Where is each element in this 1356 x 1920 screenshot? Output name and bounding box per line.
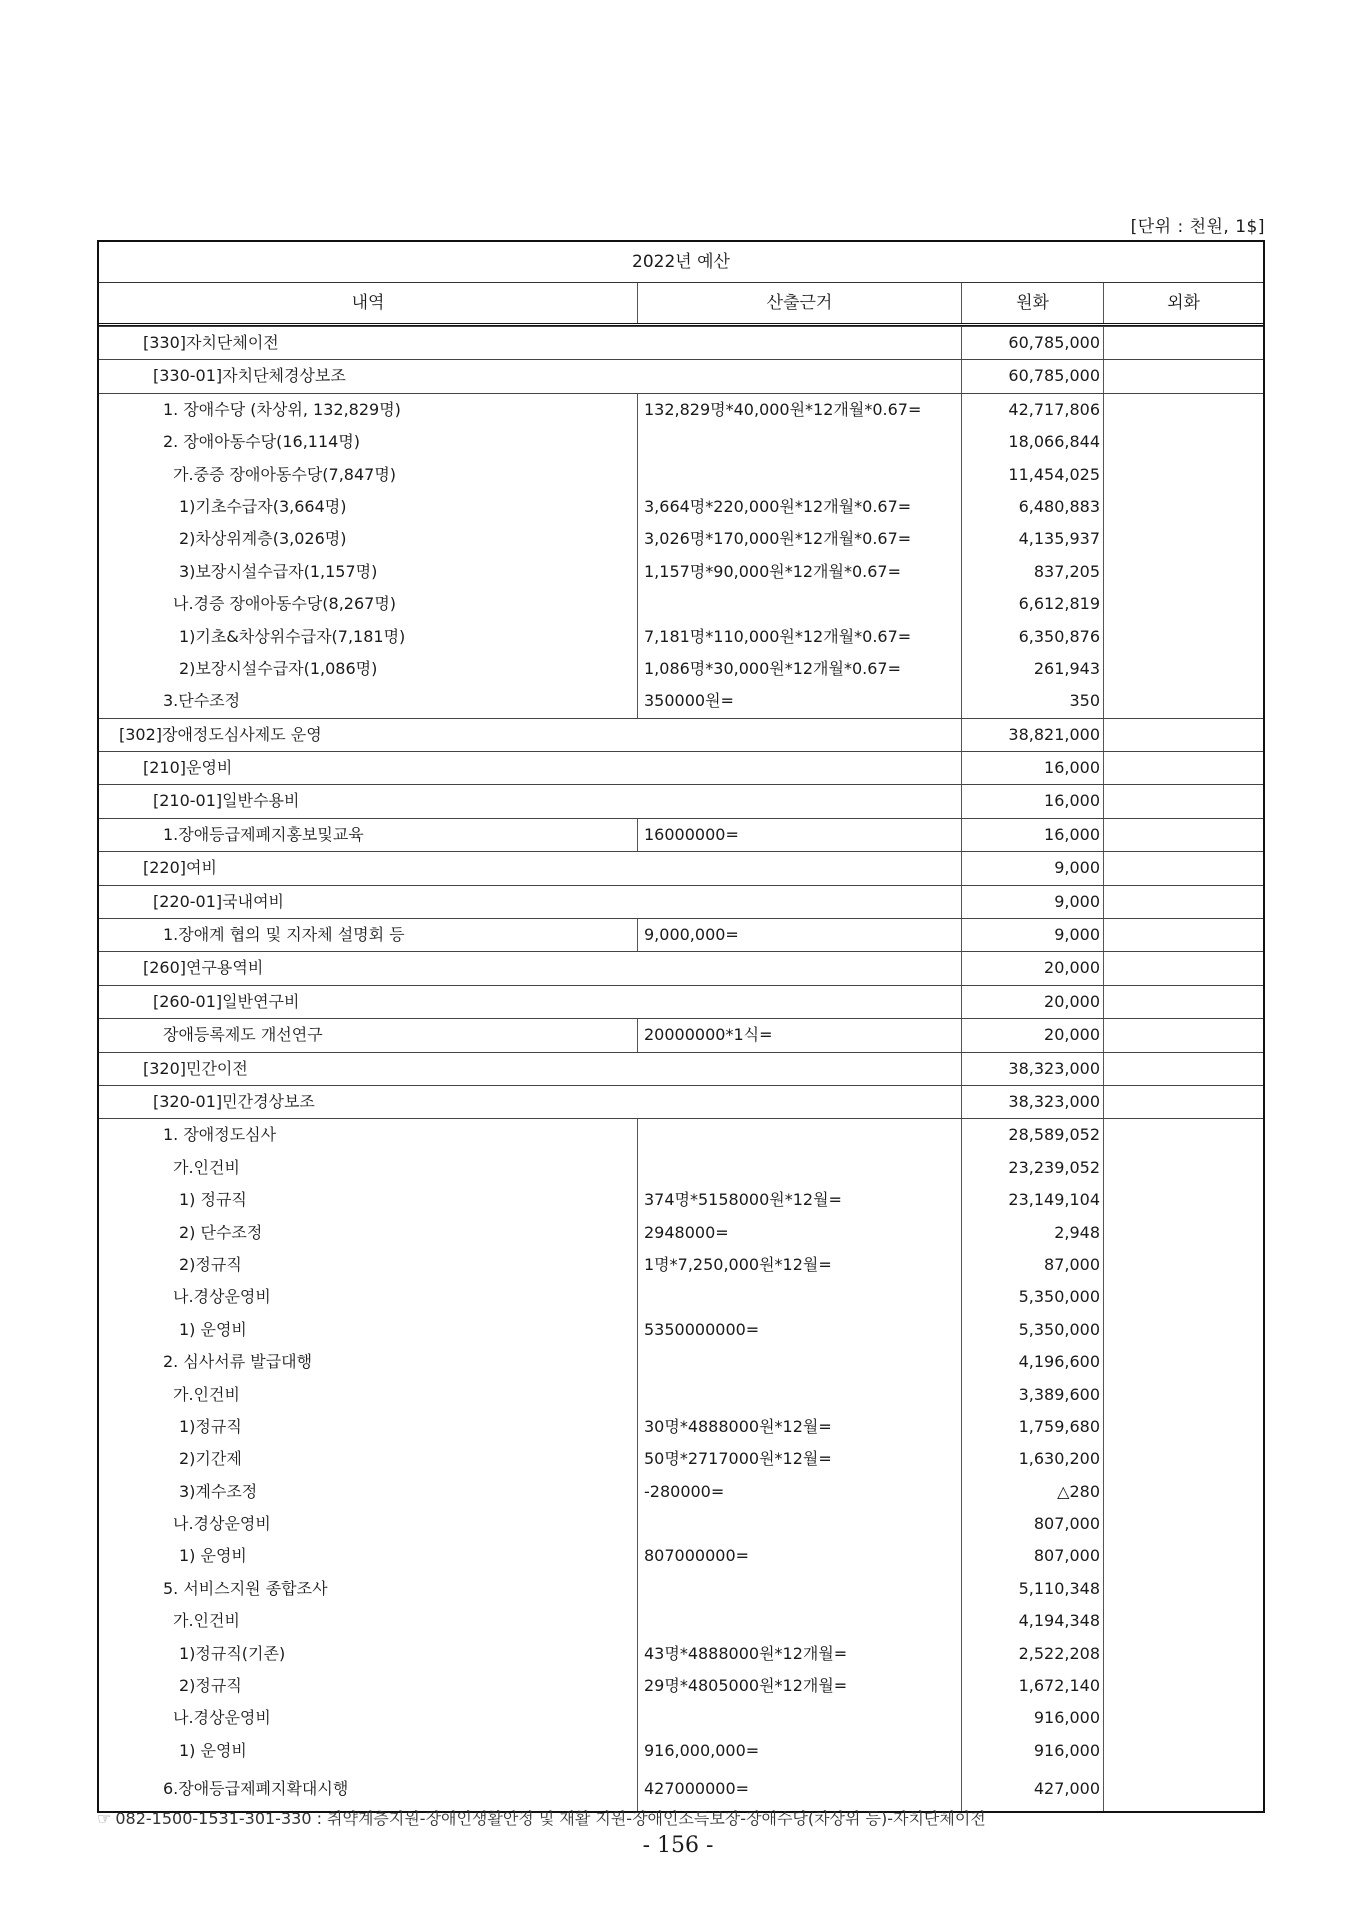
row-foreign-amount	[1103, 653, 1263, 685]
row-krw-amount: 6,350,876	[961, 621, 1103, 653]
row-krw-amount: 837,205	[961, 556, 1103, 588]
row-item: 장애등록제도 개선연구	[163, 1025, 323, 1045]
row-foreign-amount	[1103, 685, 1263, 717]
table-row	[99, 1314, 1263, 1346]
row-krw-amount: 1,672,140	[961, 1670, 1103, 1702]
row-krw-amount: 20,000	[961, 1019, 1103, 1051]
row-krw-amount: 11,454,025	[961, 459, 1103, 491]
row-basis	[637, 588, 961, 620]
row-basis: 20000000*1식=	[637, 1019, 961, 1051]
row-foreign-amount	[1103, 1443, 1263, 1475]
row-item: 나.경상운영비	[173, 1708, 271, 1728]
table-row	[99, 1217, 1263, 1249]
table-row	[99, 1379, 1263, 1411]
row-krw-amount: 20,000	[961, 986, 1103, 1018]
row-item: [210]운영비	[143, 758, 233, 778]
row-item: 6.장애등급제폐지확대시행	[163, 1779, 349, 1799]
row-foreign-amount	[1103, 1249, 1263, 1281]
row-krw-amount: 5,350,000	[961, 1281, 1103, 1313]
row-foreign-amount	[1103, 886, 1263, 918]
table-row	[99, 621, 1263, 653]
row-item: [210-01]일반수용비	[153, 791, 300, 811]
row-basis	[637, 1281, 961, 1313]
row-foreign-amount	[1103, 1735, 1263, 1767]
row-item: [330]자치단체이전	[143, 333, 279, 352]
row-krw-amount: 4,196,600	[961, 1346, 1103, 1378]
row-krw-amount: 42,717,806	[961, 394, 1103, 426]
row-item: 2. 장애아동수당(16,114명)	[163, 432, 361, 452]
row-krw-amount: 18,066,844	[961, 426, 1103, 458]
table-row	[99, 1052, 1263, 1085]
row-basis: 374명*5158000원*12월=	[637, 1184, 961, 1216]
table-row	[99, 885, 1263, 918]
row-basis	[637, 1379, 961, 1411]
table-row	[99, 1249, 1263, 1281]
row-basis: 807000000=	[637, 1540, 961, 1572]
row-krw-amount: 9,000	[961, 886, 1103, 918]
row-basis	[637, 1152, 961, 1184]
row-krw-amount: 5,350,000	[961, 1314, 1103, 1346]
row-krw-amount: 4,135,937	[961, 523, 1103, 555]
row-foreign-amount	[1103, 1638, 1263, 1670]
row-item: 2. 심사서류 발급대행	[163, 1352, 313, 1372]
row-krw-amount: 38,323,000	[961, 1053, 1103, 1085]
row-basis: 1,086명*30,000원*12개월*0.67=	[637, 653, 961, 685]
row-item: 1.장애계 협의 및 지자체 설명회 등	[163, 925, 405, 945]
row-item: 1)기초&차상위수급자(7,181명)	[179, 626, 406, 646]
pointing-hand-icon: ☞	[97, 1809, 112, 1828]
row-krw-amount: 916,000	[961, 1735, 1103, 1767]
row-item: 3)보장시설수급자(1,157명)	[179, 561, 378, 581]
row-foreign-amount	[1103, 1086, 1263, 1118]
table-title: 2022년 예산	[99, 242, 1263, 283]
row-foreign-amount	[1103, 459, 1263, 491]
row-krw-amount: 261,943	[961, 653, 1103, 685]
row-krw-amount: 6,612,819	[961, 588, 1103, 620]
row-item: 1)정규직(기존)	[179, 1643, 286, 1663]
row-basis	[637, 1119, 961, 1151]
budget-table	[97, 240, 1265, 1813]
row-krw-amount: 427,000	[961, 1767, 1103, 1811]
row-foreign-amount	[1103, 1314, 1263, 1346]
page-number: - 156 -	[642, 1833, 714, 1858]
row-item: 나.경상운영비	[173, 1287, 271, 1307]
row-krw-amount: 6,480,883	[961, 491, 1103, 523]
row-krw-amount: 9,000	[961, 919, 1103, 951]
table-row	[99, 918, 1263, 951]
row-krw-amount: 16,000	[961, 785, 1103, 817]
row-item: 1) 운영비	[179, 1319, 247, 1339]
footnote-text: 082-1500-1531-301-330 : 취약계층지원-장애인생활안정 및 재활 지원-장애인소득보장-장애수당(차상위 등)-자치단체이전	[115, 1809, 986, 1828]
row-krw-amount: 16,000	[961, 752, 1103, 784]
header-item: 내역	[351, 293, 385, 313]
row-foreign-amount	[1103, 394, 1263, 426]
row-item: 1) 운영비	[179, 1740, 247, 1760]
row-item: 1) 정규직	[179, 1190, 247, 1210]
table-row	[99, 1638, 1263, 1670]
row-krw-amount: 9,000	[961, 852, 1103, 884]
row-basis: 9,000,000=	[637, 919, 961, 951]
row-item: 가.인건비	[173, 1384, 240, 1404]
row-item: 1. 장애정도심사	[163, 1125, 277, 1145]
row-krw-amount: 28,589,052	[961, 1119, 1103, 1151]
row-item: 2)차상위계층(3,026명)	[179, 529, 347, 549]
table-row	[99, 523, 1263, 555]
table-row	[99, 1605, 1263, 1637]
row-item: 2)정규직	[179, 1254, 242, 1274]
footnote	[97, 1806, 986, 1829]
table-row	[99, 1443, 1263, 1475]
row-item: 5. 서비스지원 종합조사	[163, 1578, 328, 1598]
table-row	[99, 851, 1263, 884]
row-basis: 1,157명*90,000원*12개월*0.67=	[637, 556, 961, 588]
table-row	[99, 1346, 1263, 1378]
table-row	[99, 1767, 1263, 1811]
row-foreign-amount	[1103, 952, 1263, 984]
row-krw-amount: 1,759,680	[961, 1411, 1103, 1443]
row-krw-amount: 807,000	[961, 1540, 1103, 1572]
row-foreign-amount	[1103, 1767, 1263, 1811]
row-item: 가.중증 장애아동수당(7,847명)	[173, 464, 397, 484]
row-foreign-amount	[1103, 1670, 1263, 1702]
row-foreign-amount	[1103, 1411, 1263, 1443]
row-krw-amount: 2,948	[961, 1217, 1103, 1249]
row-basis: 350000원=	[637, 685, 961, 717]
row-foreign-amount	[1103, 1508, 1263, 1540]
table-row	[99, 1508, 1263, 1540]
row-krw-amount: 20,000	[961, 952, 1103, 984]
table-body	[99, 326, 1263, 1811]
table-row	[99, 393, 1263, 426]
table-row	[99, 1281, 1263, 1313]
row-krw-amount: 87,000	[961, 1249, 1103, 1281]
row-item: 2) 단수조정	[179, 1222, 263, 1242]
row-foreign-amount	[1103, 852, 1263, 884]
row-item: 1)기초수급자(3,664명)	[179, 496, 347, 516]
row-basis	[637, 1508, 961, 1540]
row-krw-amount: 38,821,000	[961, 719, 1103, 751]
row-krw-amount: 5,110,348	[961, 1573, 1103, 1605]
row-foreign-amount	[1103, 1573, 1263, 1605]
table-row	[99, 556, 1263, 588]
table-row	[99, 951, 1263, 984]
row-basis: -280000=	[637, 1476, 961, 1508]
row-foreign-amount	[1103, 785, 1263, 817]
row-item: [220-01]국내여비	[153, 891, 284, 911]
table-row	[99, 718, 1263, 751]
row-item: [260-01]일반연구비	[153, 991, 300, 1011]
table-row	[99, 685, 1263, 717]
row-item: [330-01]자치단체경상보조	[153, 366, 346, 386]
row-foreign-amount	[1103, 426, 1263, 458]
table-row	[99, 359, 1263, 392]
row-krw-amount: 60,785,000	[961, 327, 1103, 359]
row-foreign-amount	[1103, 819, 1263, 851]
row-basis: 16000000=	[637, 819, 961, 851]
row-item: 나.경증 장애아동수당(8,267명)	[173, 594, 397, 614]
row-basis: 427000000=	[637, 1767, 961, 1811]
row-basis: 43명*4888000원*12개월=	[637, 1638, 961, 1670]
table-row	[99, 1118, 1263, 1151]
row-foreign-amount	[1103, 1540, 1263, 1572]
row-foreign-amount	[1103, 1119, 1263, 1151]
table-row	[99, 1670, 1263, 1702]
row-foreign-amount	[1103, 1019, 1263, 1051]
table-row	[99, 588, 1263, 620]
table-row	[99, 1476, 1263, 1508]
row-foreign-amount	[1103, 919, 1263, 951]
row-foreign-amount	[1103, 752, 1263, 784]
row-krw-amount: 1,630,200	[961, 1443, 1103, 1475]
row-krw-amount: 23,239,052	[961, 1152, 1103, 1184]
row-krw-amount: 3,389,600	[961, 1379, 1103, 1411]
row-basis	[637, 1346, 961, 1378]
table-row	[99, 1085, 1263, 1118]
row-krw-amount: 16,000	[961, 819, 1103, 851]
row-krw-amount: 807,000	[961, 1508, 1103, 1540]
row-foreign-amount	[1103, 556, 1263, 588]
row-foreign-amount	[1103, 491, 1263, 523]
row-item: 1)정규직	[179, 1416, 242, 1436]
row-item: [320]민간이전	[143, 1058, 248, 1078]
table-row	[99, 1735, 1263, 1767]
unit-label: [단위 : 천원, 1$]	[1130, 217, 1265, 237]
row-basis: 3,664명*220,000원*12개월*0.67=	[637, 491, 961, 523]
row-foreign-amount	[1103, 1281, 1263, 1313]
row-foreign-amount	[1103, 1152, 1263, 1184]
row-item: 가.인건비	[173, 1611, 240, 1631]
table-row	[99, 326, 1263, 359]
row-item: 1.장애등급제폐지홍보및교육	[163, 824, 364, 844]
table-row	[99, 459, 1263, 491]
header-krw: 원화	[961, 283, 1103, 323]
row-foreign-amount	[1103, 986, 1263, 1018]
row-item: 2)보장시설수급자(1,086명)	[179, 658, 378, 678]
row-basis: 2948000=	[637, 1217, 961, 1249]
row-basis: 5350000000=	[637, 1314, 961, 1346]
row-basis	[637, 1702, 961, 1734]
row-item: 1. 장애수당 (차상위, 132,829명)	[163, 399, 401, 419]
row-foreign-amount	[1103, 1476, 1263, 1508]
table-row	[99, 1018, 1263, 1051]
row-item: 2)정규직	[179, 1676, 242, 1696]
row-item: [260]연구용역비	[143, 958, 264, 978]
row-krw-amount: 350	[961, 685, 1103, 717]
table-row	[99, 491, 1263, 523]
header-foreign: 외화	[1103, 283, 1263, 323]
row-item: [302]장애정도심사제도 운영	[119, 724, 322, 744]
row-basis: 7,181명*110,000원*12개월*0.67=	[637, 621, 961, 653]
row-foreign-amount	[1103, 1184, 1263, 1216]
row-krw-amount: 2,522,208	[961, 1638, 1103, 1670]
row-krw-amount: 23,149,104	[961, 1184, 1103, 1216]
table-row	[99, 818, 1263, 851]
table-row	[99, 985, 1263, 1018]
row-item: 3.단수조정	[163, 691, 241, 711]
table-row	[99, 1411, 1263, 1443]
row-foreign-amount	[1103, 588, 1263, 620]
row-item: 나.경상운영비	[173, 1514, 271, 1534]
row-basis: 30명*4888000원*12월=	[637, 1411, 961, 1443]
table-row	[99, 1184, 1263, 1216]
row-foreign-amount	[1103, 360, 1263, 392]
row-item: 3)계수조정	[179, 1481, 258, 1501]
row-basis: 916,000,000=	[637, 1735, 961, 1767]
row-item: 2)기간제	[179, 1449, 242, 1469]
row-krw-amount: 60,785,000	[961, 360, 1103, 392]
row-krw-amount: △280	[961, 1476, 1103, 1508]
table-row	[99, 426, 1263, 458]
row-basis: 29명*4805000원*12개월=	[637, 1670, 961, 1702]
row-basis	[637, 459, 961, 491]
row-basis	[637, 1605, 961, 1637]
table-row	[99, 1540, 1263, 1572]
row-basis	[637, 426, 961, 458]
row-basis	[637, 1573, 961, 1605]
row-foreign-amount	[1103, 327, 1263, 359]
table-row	[99, 784, 1263, 817]
row-foreign-amount	[1103, 1702, 1263, 1734]
row-foreign-amount	[1103, 621, 1263, 653]
row-basis: 132,829명*40,000원*12개월*0.67=	[637, 394, 961, 426]
row-item: [220]여비	[143, 858, 217, 878]
table-row	[99, 1702, 1263, 1734]
table-row	[99, 653, 1263, 685]
row-krw-amount: 38,323,000	[961, 1086, 1103, 1118]
row-krw-amount: 4,194,348	[961, 1605, 1103, 1637]
row-foreign-amount	[1103, 1605, 1263, 1637]
row-krw-amount: 916,000	[961, 1702, 1103, 1734]
row-foreign-amount	[1103, 719, 1263, 751]
row-basis: 50명*2717000원*12월=	[637, 1443, 961, 1475]
row-foreign-amount	[1103, 1053, 1263, 1085]
row-foreign-amount	[1103, 1379, 1263, 1411]
row-item: [320-01]민간경상보조	[153, 1091, 315, 1111]
row-item: 1) 운영비	[179, 1546, 247, 1566]
row-basis: 1명*7,250,000원*12월=	[637, 1249, 961, 1281]
header-basis: 산출근거	[637, 283, 961, 323]
row-foreign-amount	[1103, 1217, 1263, 1249]
table-row	[99, 751, 1263, 784]
table-row	[99, 1573, 1263, 1605]
row-foreign-amount	[1103, 1346, 1263, 1378]
table-header-row	[99, 283, 1263, 326]
row-foreign-amount	[1103, 523, 1263, 555]
table-row	[99, 1152, 1263, 1184]
row-item: 가.인건비	[173, 1157, 240, 1177]
row-basis: 3,026명*170,000원*12개월*0.67=	[637, 523, 961, 555]
